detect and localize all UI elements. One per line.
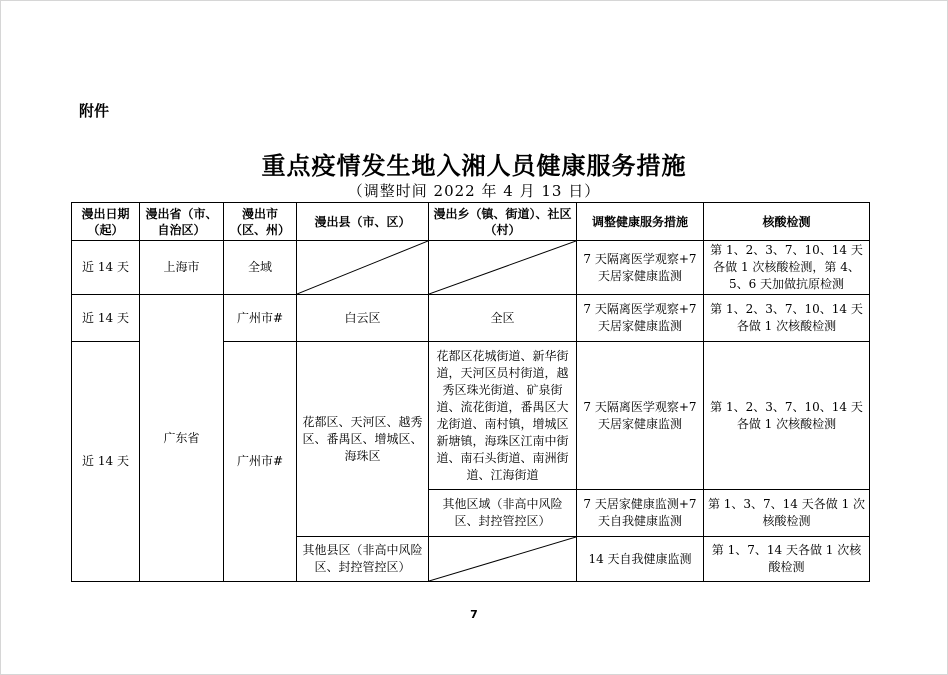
table-row xyxy=(72,295,870,342)
row1-city: 全域 xyxy=(224,241,297,295)
attachment-label: 附件 xyxy=(79,102,110,120)
diagonal-slash xyxy=(429,537,576,581)
row3-test: 第 1、2、3、7、10、14 天各做 1 次核酸检测 xyxy=(704,342,870,490)
header-city: 漫出市（区、州） xyxy=(224,203,297,241)
row1-measures: 7 天隔离医学观察+7 天居家健康监测 xyxy=(577,241,704,295)
row3-date: 近 14 天 xyxy=(72,342,140,582)
row2-township: 全区 xyxy=(429,295,577,342)
row1-township-empty xyxy=(429,241,577,295)
row2-province: 广东省 xyxy=(140,295,224,582)
row3-measures: 7 天隔离医学观察+7 天居家健康监测 xyxy=(577,342,704,490)
header-province: 漫出省（市、自治区） xyxy=(140,203,224,241)
row3-township: 花都区花城街道、新华街道，天河区员村街道，越秀区珠光街道、矿泉街道、流花街道，番禺区大龙街道、南村镇，增城区新塘镇，海珠区江南中街道、南石头街道、南洲街道、江海街道 xyxy=(429,342,577,490)
diagonal-slash xyxy=(297,241,428,294)
header-county: 漫出县（市、区） xyxy=(297,203,429,241)
header-date: 漫出日期（起） xyxy=(72,203,140,241)
diagonal-slash xyxy=(429,241,576,294)
table-header-row xyxy=(72,203,870,241)
header-test: 核酸检测 xyxy=(704,203,870,241)
row4-township: 其他区域（非高中风险区、封控管控区） xyxy=(429,490,577,537)
row4-test: 第 1、3、7、14 天各做 1 次核酸检测 xyxy=(704,490,870,537)
header-township: 漫出乡（镇、街道）、社区（村） xyxy=(429,203,577,241)
row1-test: 第 1、2、3、7、10、14 天各做 1 次核酸检测，第 4、5、6 天加做抗原检测 xyxy=(704,241,870,295)
row3-county: 花都区、天河区、越秀区、番禺区、增城区、海珠区 xyxy=(297,342,429,537)
row5-township-empty xyxy=(429,537,577,582)
row1-date: 近 14 天 xyxy=(72,241,140,295)
row5-measures: 14 天自我健康监测 xyxy=(577,537,704,582)
document-subtitle: （调整时间 2022 年 4 月 13 日） xyxy=(347,182,601,200)
header-measures: 调整健康服务措施 xyxy=(577,203,704,241)
row5-county: 其他县区（非高中风险区、封控管控区） xyxy=(297,537,429,582)
row2-test: 第 1、2、3、7、10、14 天各做 1 次核酸检测 xyxy=(704,295,870,342)
table-row xyxy=(72,241,870,295)
row5-test: 第 1、7、14 天各做 1 次核酸检测 xyxy=(704,537,870,582)
page-number: 7 xyxy=(470,608,478,621)
row2-city: 广州市# xyxy=(224,295,297,342)
row3-city: 广州市# xyxy=(224,342,297,582)
row1-province: 上海市 xyxy=(140,241,224,295)
document-title: 重点疫情发生地入湘人员健康服务措施 xyxy=(261,151,687,180)
measures-table xyxy=(71,202,870,582)
row4-measures: 7 天居家健康监测+7 天自我健康监测 xyxy=(577,490,704,537)
row2-county: 白云区 xyxy=(297,295,429,342)
row1-county-empty xyxy=(297,241,429,295)
row2-measures: 7 天隔离医学观察+7 天居家健康监测 xyxy=(577,295,704,342)
row2-date: 近 14 天 xyxy=(72,295,140,342)
